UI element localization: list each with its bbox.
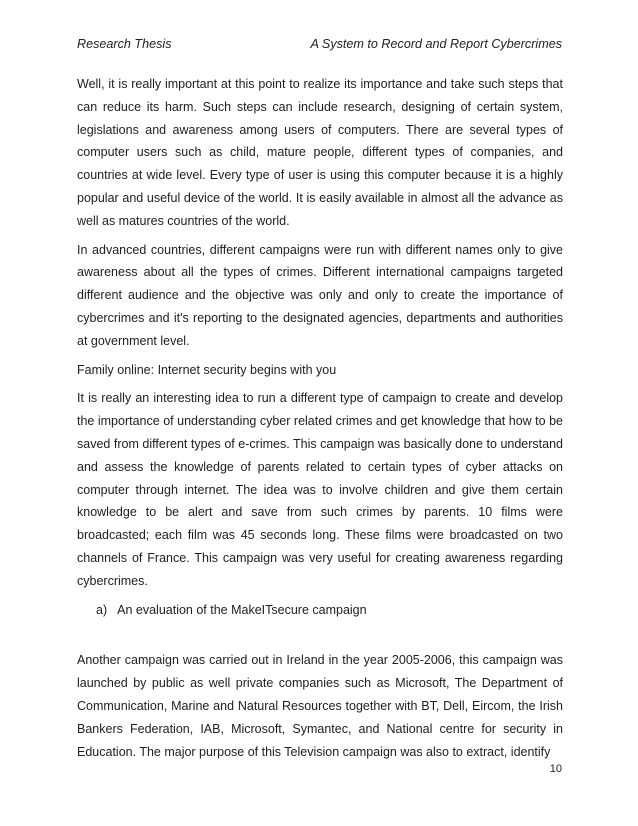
list-item	[96, 599, 563, 622]
paragraph-3: It is really an interesting idea to run a different type of campaign to create and develop the importance of understanding cyber related crimes and get knowledge that how to be saved from different types of e-crimes. This campaign was basically done to understand and assess the knowledge of parents related to certain types of cyber attacks on computer through internet. The idea was to involve children and give them certain knowledge to be alert and save from such crimes by parents. 10 films were broadcasted; each film was 45 seconds long. These films were broadcasted on two channels of France. This campaign was very useful for creating awareness regarding cybercrimes.	[77, 391, 563, 588]
paragraph-1: Well, it is really important at this point to realize its importance and take such steps that can reduce its harm. Such steps can include research, designing of certain system, legislations and awareness among users of computers. There are several types of computer users such as child, mature people, different types of companies, and countries at wide level. Every type of user is using this computer because it is a highly popular and useful device of the world. It is easily available in almost all the advance as well as matures countries of the world.	[77, 77, 563, 228]
page-number: 10	[549, 763, 562, 775]
page-header	[77, 37, 562, 57]
header-left-title: Research Thesis	[77, 37, 172, 51]
header-right-title: A System to Record and Report Cybercrimes	[310, 37, 562, 51]
section-subheading: Family online: Internet security begins with you	[77, 362, 337, 377]
list-marker: a)	[96, 602, 108, 617]
body-content	[77, 73, 563, 769]
list-item-text: An evaluation of the MakeITsecure campaign	[117, 602, 367, 617]
paragraph-4: Another campaign was carried out in Ireland in the year 2005-2006, this campaign was launched by public as well private companies such as Microsoft, The Department of Communication, Marine and Natural Resources together with BT, Dell, Eircom, the Irish Bankers Federation, IAB, Microsoft, Symantec, and National centre for security in Education. The major purpose of this Television campaign was also to extract, identify	[77, 653, 563, 759]
paragraph-2: In advanced countries, different campaigns were run with different names only to give awareness about all the types of crimes. Different international campaigns targeted different audience and the objective was only and only to create the importance of cybercrimes and it's reporting to the designated agencies, departments and authorities at government level.	[77, 242, 563, 348]
